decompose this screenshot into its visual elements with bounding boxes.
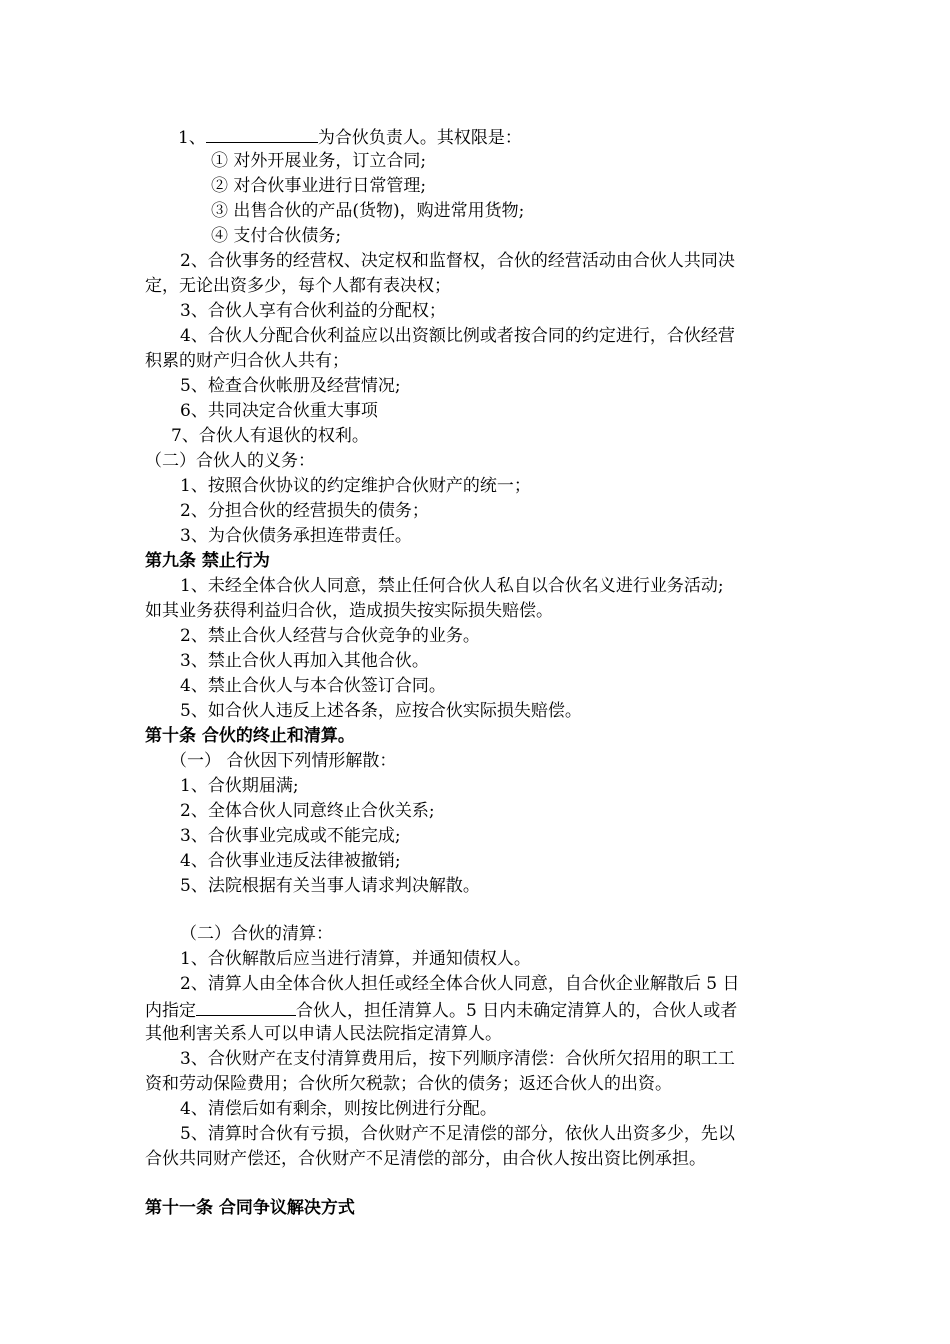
authority-item-2: ② 对合伙事业进行日常管理;	[211, 176, 427, 196]
liquidation-item-2-line-2	[145, 997, 737, 1022]
dissolution-item-1: 1、合伙期届满;	[180, 776, 299, 796]
rights-item-4-line-2: 积累的财产归合伙人共有；	[145, 351, 349, 371]
article-9-item-2: 2、禁止合伙人经营与合伙竞争的业务。	[180, 626, 480, 646]
dissolution-item-4: 4、合伙事业违反法律被撤销;	[180, 851, 401, 871]
article-10-title: 第十条 合伙的终止和清算。	[145, 726, 355, 746]
rights-item-2-line-2: 定，无论出资多少，每个人都有表决权；	[145, 276, 451, 296]
article-11-title: 第十一条 合同争议解决方式	[145, 1198, 355, 1218]
article-9-item-4: 4、禁止合伙人与本合伙签订合同。	[180, 676, 446, 696]
liquidation-item-2-line-1: 2、清算人由全体合伙人担任或经全体合伙人同意，自合伙企业解散后 5 日	[180, 974, 740, 994]
rights-item-3: 3、合伙人享有合伙利益的分配权；	[180, 301, 446, 321]
liquidation-item-5-line-1: 5、清算时合伙有亏损，合伙财产不足清偿的部分，依伙人出资多少，先以	[180, 1124, 735, 1144]
rights-item-4-line-1: 4、合伙人分配合伙利益应以出资额比例或者按合同的约定进行，合伙经营	[180, 326, 735, 346]
liquidator-blank	[196, 997, 296, 1016]
liquidation-item-1: 1、合伙解散后应当进行清算，并通知债权人。	[180, 949, 531, 969]
dissolution-heading: （一） 合伙因下列情形解散：	[170, 751, 397, 771]
authority-item-1: ① 对外开展业务，订立合同;	[211, 151, 427, 171]
rights-item-1	[178, 124, 522, 149]
liquidation-item-2-prefix: 内指定	[145, 1001, 196, 1021]
authority-item-4: ④ 支付合伙债务;	[211, 226, 342, 246]
liquidation-item-3-line-2: 资和劳动保险费用；合伙所欠税款；合伙的债务；返还合伙人的出资。	[145, 1074, 672, 1094]
article-9-item-1-line-1: 1、未经全体合伙人同意，禁止任何合伙人私自以合伙名义进行业务活动;	[180, 576, 724, 596]
rights-item-5: 5、检查合伙帐册及经营情况;	[180, 376, 401, 396]
duties-item-3: 3、为合伙债务承担连带责任。	[180, 526, 412, 546]
dissolution-item-5: 5、法院根据有关当事人请求判决解散。	[180, 876, 480, 896]
authority-item-3: ③ 出售合伙的产品(货物)，购进常用货物;	[211, 201, 525, 221]
liquidation-heading: （二）合伙的清算：	[180, 924, 333, 944]
duties-item-1: 1、按照合伙协议的约定维护合伙财产的统一；	[180, 476, 531, 496]
rights-item-7: 7、合伙人有退伙的权利。	[171, 426, 369, 446]
rights-item-1-prefix: 1、	[178, 128, 206, 148]
rights-item-6: 6、共同决定合伙重大事项	[180, 401, 378, 421]
article-9-item-1-line-2: 如其业务获得利益归合伙，造成损失按实际损失赔偿。	[145, 601, 553, 621]
rights-item-2-line-1: 2、合伙事务的经营权、决定权和监督权，合伙的经营活动由合伙人共同决	[180, 251, 735, 271]
article-9-item-5: 5、如合伙人违反上述各条，应按合伙实际损失赔偿。	[180, 701, 582, 721]
liquidation-item-5-line-2: 合伙共同财产偿还，合伙财产不足清偿的部分，由合伙人按出资比例承担。	[145, 1149, 706, 1169]
liquidation-item-4: 4、清偿后如有剩余，则按比例进行分配。	[180, 1099, 497, 1119]
article-9-item-3: 3、禁止合伙人再加入其他合伙。	[180, 651, 429, 671]
liquidation-item-2-line-3: 其他利害关系人可以申请人民法院指定清算人。	[145, 1024, 502, 1044]
duties-heading: （二）合伙人的义务：	[145, 451, 315, 471]
dissolution-item-3: 3、合伙事业完成或不能完成;	[180, 826, 401, 846]
rights-item-1-text: 为合伙负责人。其权限是：	[317, 128, 522, 148]
duties-item-2: 2、分担合伙的经营损失的债务；	[180, 501, 429, 521]
article-9-title: 第九条 禁止行为	[145, 551, 270, 571]
responsible-partner-blank	[206, 124, 318, 143]
dissolution-item-2: 2、全体合伙人同意终止合伙关系;	[180, 801, 435, 821]
liquidation-item-2-suffix: 合伙人，担任清算人。5 日内未确定清算人的，合伙人或者	[296, 1001, 738, 1021]
liquidation-item-3-line-1: 3、合伙财产在支付清算费用后，按下列顺序清偿：合伙所欠招用的职工工	[180, 1049, 735, 1069]
